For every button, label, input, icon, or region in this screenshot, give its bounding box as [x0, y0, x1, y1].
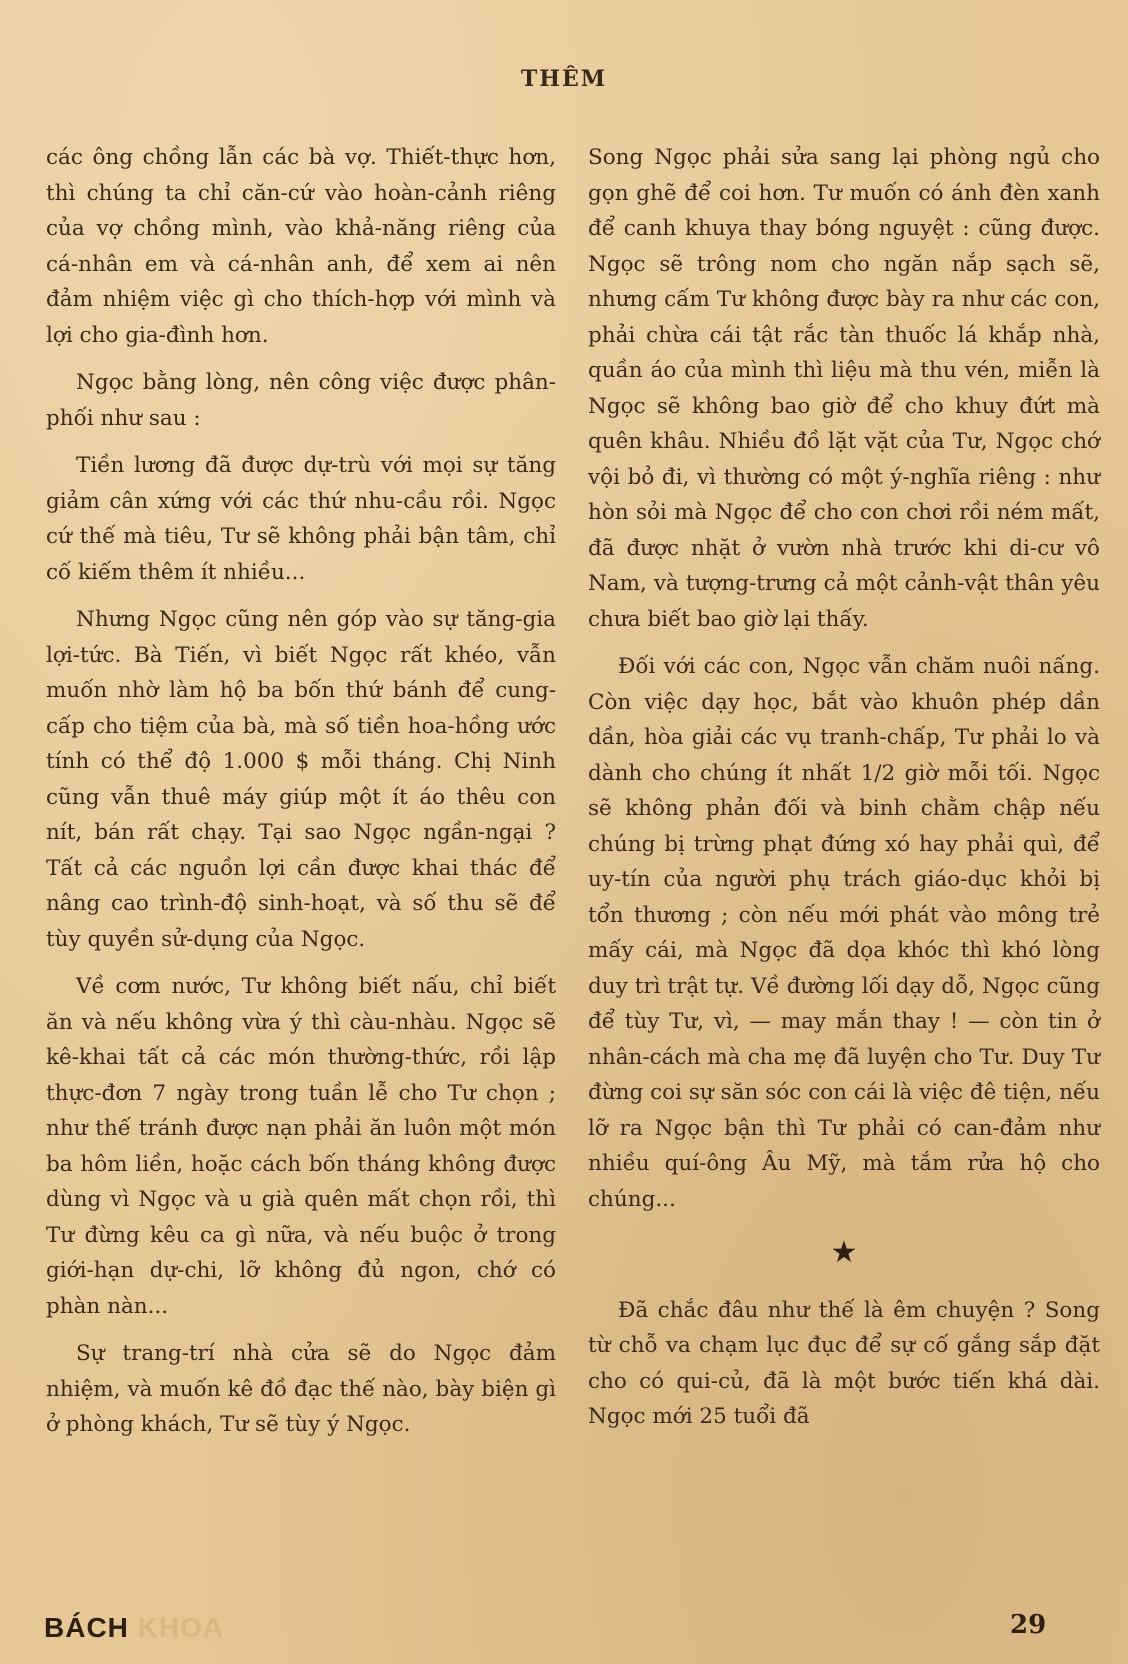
- section-separator-star-icon: ★: [830, 1235, 858, 1270]
- paragraph: Tiền lương đã được dự-trù với mọi sự tăng giảm cân xứng với các thứ nhu-cầu rồi. Ngọc cứ thế mà tiêu, Tư sẽ không phải bận tâm, chỉ cố kiếm thêm ít nhiều...: [46, 453, 556, 585]
- page-number: 29: [1010, 1610, 1047, 1640]
- paragraph: Ngọc bằng lòng, nên công việc được phân-phối như sau :: [46, 370, 556, 431]
- paragraph: các ông chồng lẫn các bà vợ. Thiết-thực hơn, thì chúng ta chỉ căn-cứ vào hoàn-cảnh riêng của vợ chồng mình, vào khả-năng riêng của cá-nhân em và cá-nhân anh, để xem ai nên đảm nhiệm việc gì cho thích-hợp với mình và lợi cho gia-đình hơn.: [46, 145, 556, 348]
- magazine-title: [44, 1612, 224, 1644]
- paragraph: Đã chắc đâu như thế là êm chuyện ? Song từ chỗ va chạm lục đục để sự cố gắng sắp đặt cho có qui-củ, đã là một bước tiến khá dài. Ngọc mới 25 tuổi đã: [588, 1297, 1100, 1429]
- paragraph: Về cơm nước, Tư không biết nấu, chỉ biết ăn và nếu không vừa ý thì càu-nhàu. Ngọc sẽ kê-khai tất cả các món thường-thức, rồi lập thực-đơn 7 ngày trong tuần lễ cho Tư chọn ; như thế tránh được nạn phải ăn luôn một món ba hôm liền, hoặc cách bốn tháng không được dùng vì Ngọc và u già quên mất chọn rồi, thì Tư đừng kêu ca gì nữa, và nếu buộc ở trong giới-hạn dự-chi, lỡ không đủ ngon, chớ có phàn nàn...: [46, 974, 556, 1319]
- paragraph: Sự trang-trí nhà cửa sẽ do Ngọc đảm nhiệm, và muốn kê đồ đạc thế nào, bày biện gì ở phòng khách, Tư sẽ tùy ý Ngọc.: [46, 1341, 556, 1437]
- paragraph: Nhưng Ngọc cũng nên góp vào sự tăng-gia lợi-tức. Bà Tiến, vì biết Ngọc rất khéo, vẫn muốn nhờ làm hộ ba bốn thứ bánh để cung-cấp cho tiệm của bà, mà số tiền hoa-hồng ước tính có thể độ 1.000 $ mỗi tháng. Chị Ninh cũng vẫn thuê máy giúp một ít áo thêu con nít, bán rất chạy. Tại sao Ngọc ngần-ngại ? Tất cả các nguồn lợi cần được khai thác để nâng cao trình-độ sinh-hoạt, và số thu sẽ để tùy quyền sử-dụng của Ngọc.: [46, 607, 556, 952]
- right-column: [588, 140, 1100, 1447]
- running-title: THÊM: [520, 66, 608, 92]
- paragraph: Song Ngọc phải sửa sang lại phòng ngủ cho gọn ghẽ để coi hơn. Tư muốn có ánh đèn xanh để canh khuya thay bóng nguyệt : cũng được. Ngọc sẽ trông nom cho ngăn nắp sạch sẽ, nhưng cấm Tư không được bày ra như các con, phải chừa cái tật rắc tàn thuốc lá khắp nhà, quần áo của mình thì liệu mà thu vén, miễn là Ngọc sẽ không bao giờ để cho khuy đứt mà quên khâu. Nhiều đồ lặt vặt của Tư, Ngọc chớ vội bỏ đi, vì thường có một ý-nghĩa riêng : như hòn sỏi mà Ngọc để cho con chơi rồi ném mất, đã được nhặt ở vườn nhà trước khi di-cư vô Nam, và tượng-trưng cả một cảnh-vật thân yêu chưa biết bao giờ lại thấy.: [588, 145, 1100, 632]
- magazine-name: BÁCH: [44, 1612, 129, 1643]
- paragraph: Đối với các con, Ngọc vẫn chăm nuôi nấng. Còn việc dạy học, bắt vào khuôn phép dần dần, hòa giải các vụ tranh-chấp, Tư phải lo và dành cho chúng ít nhất 1/2 giờ mỗi tối. Ngọc sẽ không phản đối và binh chằm chập nếu chúng bị trừng phạt đứng xó hay phải quì, để uy-tín của người phụ trách giáo-dục khỏi bị tổn thương ; còn nếu mới phát vào mông trẻ mấy cái, mà Ngọc đã dọa khóc thì khó lòng duy trì trật tự. Về đường lối dạy dỗ, Ngọc cũng để tùy Tư, vì, — may mắn thay ! — còn tin ở nhân-cách mà cha mẹ đã luyện cho Tư. Duy Tư đừng coi sự săn sóc con cái là việc đê tiện, nếu lỡ ra Ngọc bận thì Tư phải có can-đảm như nhiều quí-ông Âu Mỹ, mà tắm rửa hộ cho chúng...: [588, 654, 1100, 1212]
- running-head: [0, 66, 1128, 92]
- left-column: [46, 140, 556, 1455]
- magazine-name-faded: KHOA: [137, 1612, 225, 1643]
